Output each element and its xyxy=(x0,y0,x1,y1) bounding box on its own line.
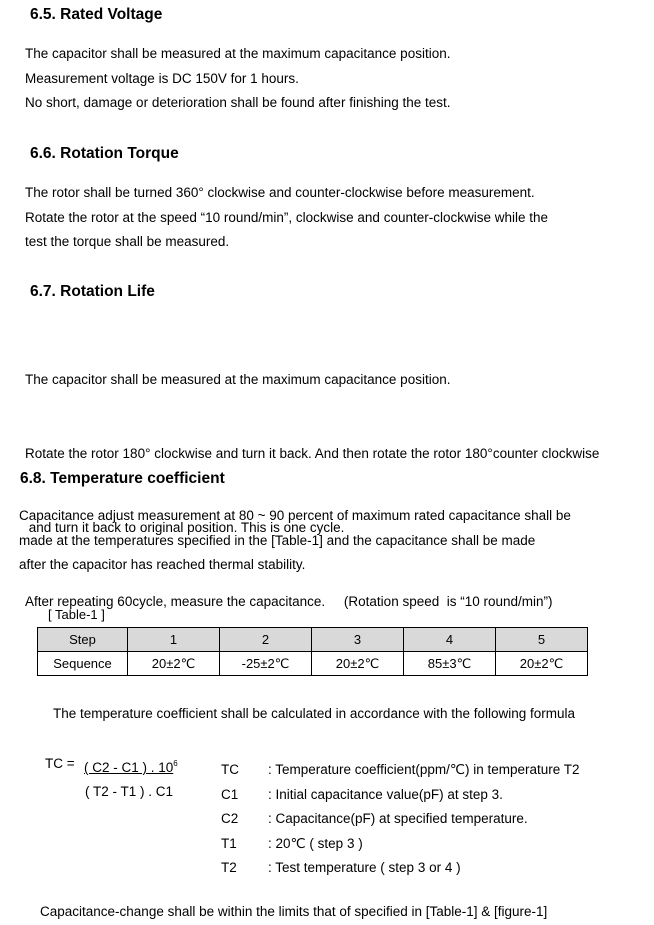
table-cell: 85±3℃ xyxy=(404,652,496,676)
footer-note: Capacitance-change shall be within the limits that of specified in [Table-1] & [figure-1] xyxy=(40,904,548,919)
symbol: T2 xyxy=(221,860,237,876)
section-body-rated-voltage xyxy=(25,42,451,116)
body-line: Rotate the rotor 180° clockwise and turn it back. And then rotate the rotor 180°counter clockwise xyxy=(25,445,600,461)
body-line: Measurement voltage is DC 150V for 1 hours. xyxy=(25,70,299,86)
symbol-description: : Temperature coefficient(ppm/℃) in temperature T2 xyxy=(268,762,580,777)
body-line: after the capacitor has reached thermal stability. xyxy=(19,557,306,573)
table-1 xyxy=(37,627,588,676)
formula-intro: The temperature coefficient shall be calculated in accordance with the following formula xyxy=(53,706,576,721)
section-heading-temperature-coefficient: 6.8. Temperature coefficient xyxy=(20,470,225,487)
formula-lhs: TC = xyxy=(45,756,75,771)
symbol: TC xyxy=(221,762,239,777)
table-header-cell: Step xyxy=(38,628,128,652)
body-line: The rotor shall be turned 360° clockwise and counter-clockwise before measurement. xyxy=(25,185,535,200)
table-header-cell: 2 xyxy=(220,628,312,652)
body-line: and turn it back to original position. This is one cycle. xyxy=(25,519,345,535)
table-cell: 20±2℃ xyxy=(312,652,404,676)
table-caption: [ Table-1 ] xyxy=(48,607,105,622)
symbol-description: : Capacitance(pF) at specified temperature. xyxy=(268,811,528,827)
body-line: No short, damage or deterioration shall be found after finishing the test. xyxy=(25,95,451,111)
body-line: test the torque shall be measured. xyxy=(25,234,230,250)
table-header-cell: 1 xyxy=(128,628,220,652)
numerator-exponent: 6 xyxy=(173,759,178,768)
formula-numerator xyxy=(84,759,178,775)
symbol: C2 xyxy=(221,811,239,827)
formula-definitions xyxy=(268,758,580,881)
symbol-description: : 20℃ ( step 3 ) xyxy=(268,835,363,851)
body-line: Capacitance adjust measurement at 80 ~ 90 percent of maximum rated capacitance shall be xyxy=(19,508,571,523)
body-line: The capacitor shall be measured at the maximum capacitance position. xyxy=(25,372,451,388)
table-header-cell: 3 xyxy=(312,628,404,652)
table-row xyxy=(38,652,588,676)
symbol-description: : Test temperature ( step 3 or 4 ) xyxy=(268,860,461,876)
section-body-rotation-torque xyxy=(25,181,548,255)
table-cell: -25±2℃ xyxy=(220,652,312,676)
body-line: Rotate the rotor at the speed “10 round/min”, clockwise and counter-clockwise while the xyxy=(25,209,549,225)
section-heading-rotation-torque: 6.6. Rotation Torque xyxy=(30,145,179,162)
symbol-description: : Initial capacitance value(pF) at step 3. xyxy=(268,786,503,802)
section-body-temperature-coefficient xyxy=(19,504,571,578)
table-header-cell: 4 xyxy=(404,628,496,652)
table-cell: 20±2℃ xyxy=(496,652,588,676)
body-line: The capacitor shall be measured at the maximum capacitance position. xyxy=(25,46,451,61)
formula-denominator: ( T2 - T1 ) . C1 xyxy=(85,784,174,799)
table-cell: Sequence xyxy=(38,652,128,676)
body-line: made at the temperatures specified in the [Table-1] and the capacitance shall be made xyxy=(19,532,536,548)
table-cell: 20±2℃ xyxy=(128,652,220,676)
symbol: T1 xyxy=(221,835,237,851)
formula-symbols xyxy=(221,758,239,881)
body-line: After repeating 60cycle, measure the capacitance. (Rotation speed is “10 round/min”) xyxy=(25,593,553,609)
section-heading-rated-voltage: 6.5. Rated Voltage xyxy=(30,6,163,23)
symbol: C1 xyxy=(221,786,239,802)
table-header-cell: 5 xyxy=(496,628,588,652)
table-header-row xyxy=(38,628,588,652)
numerator-text: ( C2 - C1 ) . 10 xyxy=(84,760,174,775)
section-heading-rotation-life: 6.7. Rotation Life xyxy=(30,283,155,300)
